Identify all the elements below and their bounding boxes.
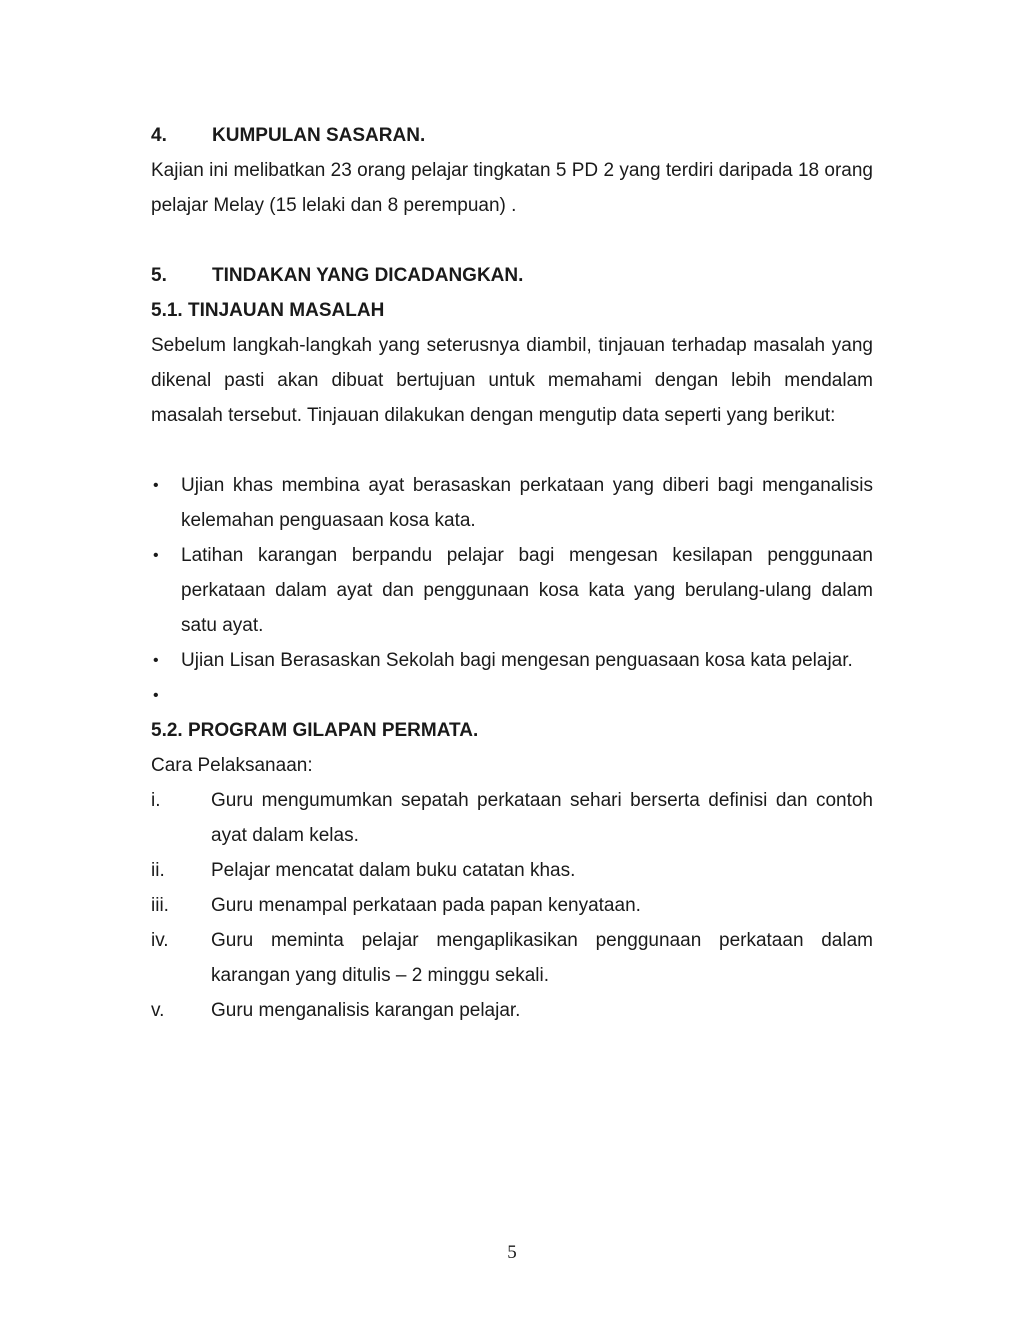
- section-5-number: 5.: [151, 265, 167, 286]
- bullet-text: Ujian khas membina ayat berasaskan perkataan yang diberi bagi menganalisis kelemahan penguasaan kosa kata.: [181, 475, 873, 531]
- list-item-number: iii.: [151, 895, 169, 916]
- bullet-icon: •: [153, 477, 159, 494]
- section-4-title: KUMPULAN SASARAN.: [212, 125, 426, 146]
- list-item-number: i.: [151, 790, 161, 811]
- bullet-text: [181, 678, 873, 713]
- section-4-paragraph: Kajian ini melibatkan 23 orang pelajar tingkatan 5 PD 2 yang terdiri daripada 18 orang pelajar Melay (15 lelaki dan 8 perempuan) .: [151, 160, 873, 216]
- page-number: 5: [507, 1242, 517, 1263]
- bullet-icon: •: [153, 687, 159, 704]
- bullet-list: [151, 468, 873, 713]
- list-item-text: Pelajar mencatat dalam buku catatan khas.: [211, 860, 576, 881]
- list-item-text: Guru menganalisis karangan pelajar.: [211, 1000, 521, 1021]
- list-item: [151, 923, 873, 993]
- list-item: [151, 993, 873, 1028]
- list-item: [151, 783, 873, 853]
- section-4-number: 4.: [151, 125, 167, 146]
- roman-list: [151, 783, 873, 1028]
- bullet-text: Latihan karangan berpandu pelajar bagi mengesan kesilapan penggunaan perkataan dalam ayat dan penggunaan kosa kata yang berulang-ulang dalam satu ayat.: [181, 545, 873, 636]
- list-item-number: v.: [151, 1000, 165, 1021]
- bullet-item: [151, 643, 873, 678]
- bullet-icon: •: [153, 547, 159, 564]
- list-item-text: Guru menampal perkataan pada papan kenyataan.: [211, 895, 641, 916]
- list-item-number: ii.: [151, 860, 165, 881]
- bullet-text: Ujian Lisan Berasaskan Sekolah bagi mengesan penguasaan kosa kata pelajar.: [181, 650, 853, 671]
- subsection-5-1-paragraph: Sebelum langkah-langkah yang seterusnya diambil, tinjauan terhadap masalah yang dikenal pasti akan dibuat bertujuan untuk memahami dengan lebih mendalam masalah tersebut. Tinjauan dilakukan dengan mengutip data seperti yang berikut:: [151, 335, 873, 426]
- bullet-item: [151, 538, 873, 643]
- subsection-5-2-intro: Cara Pelaksanaan:: [151, 755, 313, 776]
- document-page: [151, 118, 873, 1028]
- spacer: [151, 223, 873, 258]
- section-5-heading: [151, 258, 873, 293]
- bullet-icon: •: [153, 652, 159, 669]
- list-item-number: iv.: [151, 930, 169, 951]
- spacer: [151, 433, 873, 468]
- section-5-title: TINDAKAN YANG DICADANGKAN.: [212, 265, 524, 286]
- subsection-5-2-title: 5.2. PROGRAM GILAPAN PERMATA.: [151, 720, 479, 741]
- list-item: [151, 853, 873, 888]
- bullet-item: [151, 468, 873, 538]
- bullet-item-empty: [151, 678, 873, 713]
- list-item-text: Guru mengumumkan sepatah perkataan sehari berserta definisi dan contoh ayat dalam kelas.: [211, 790, 873, 846]
- list-item: [151, 888, 873, 923]
- list-item-text: Guru meminta pelajar mengaplikasikan penggunaan perkataan dalam karangan yang ditulis – 2 minggu sekali.: [211, 930, 873, 986]
- section-4-heading: [151, 118, 873, 153]
- subsection-5-1-title: 5.1. TINJAUAN MASALAH: [151, 300, 385, 321]
